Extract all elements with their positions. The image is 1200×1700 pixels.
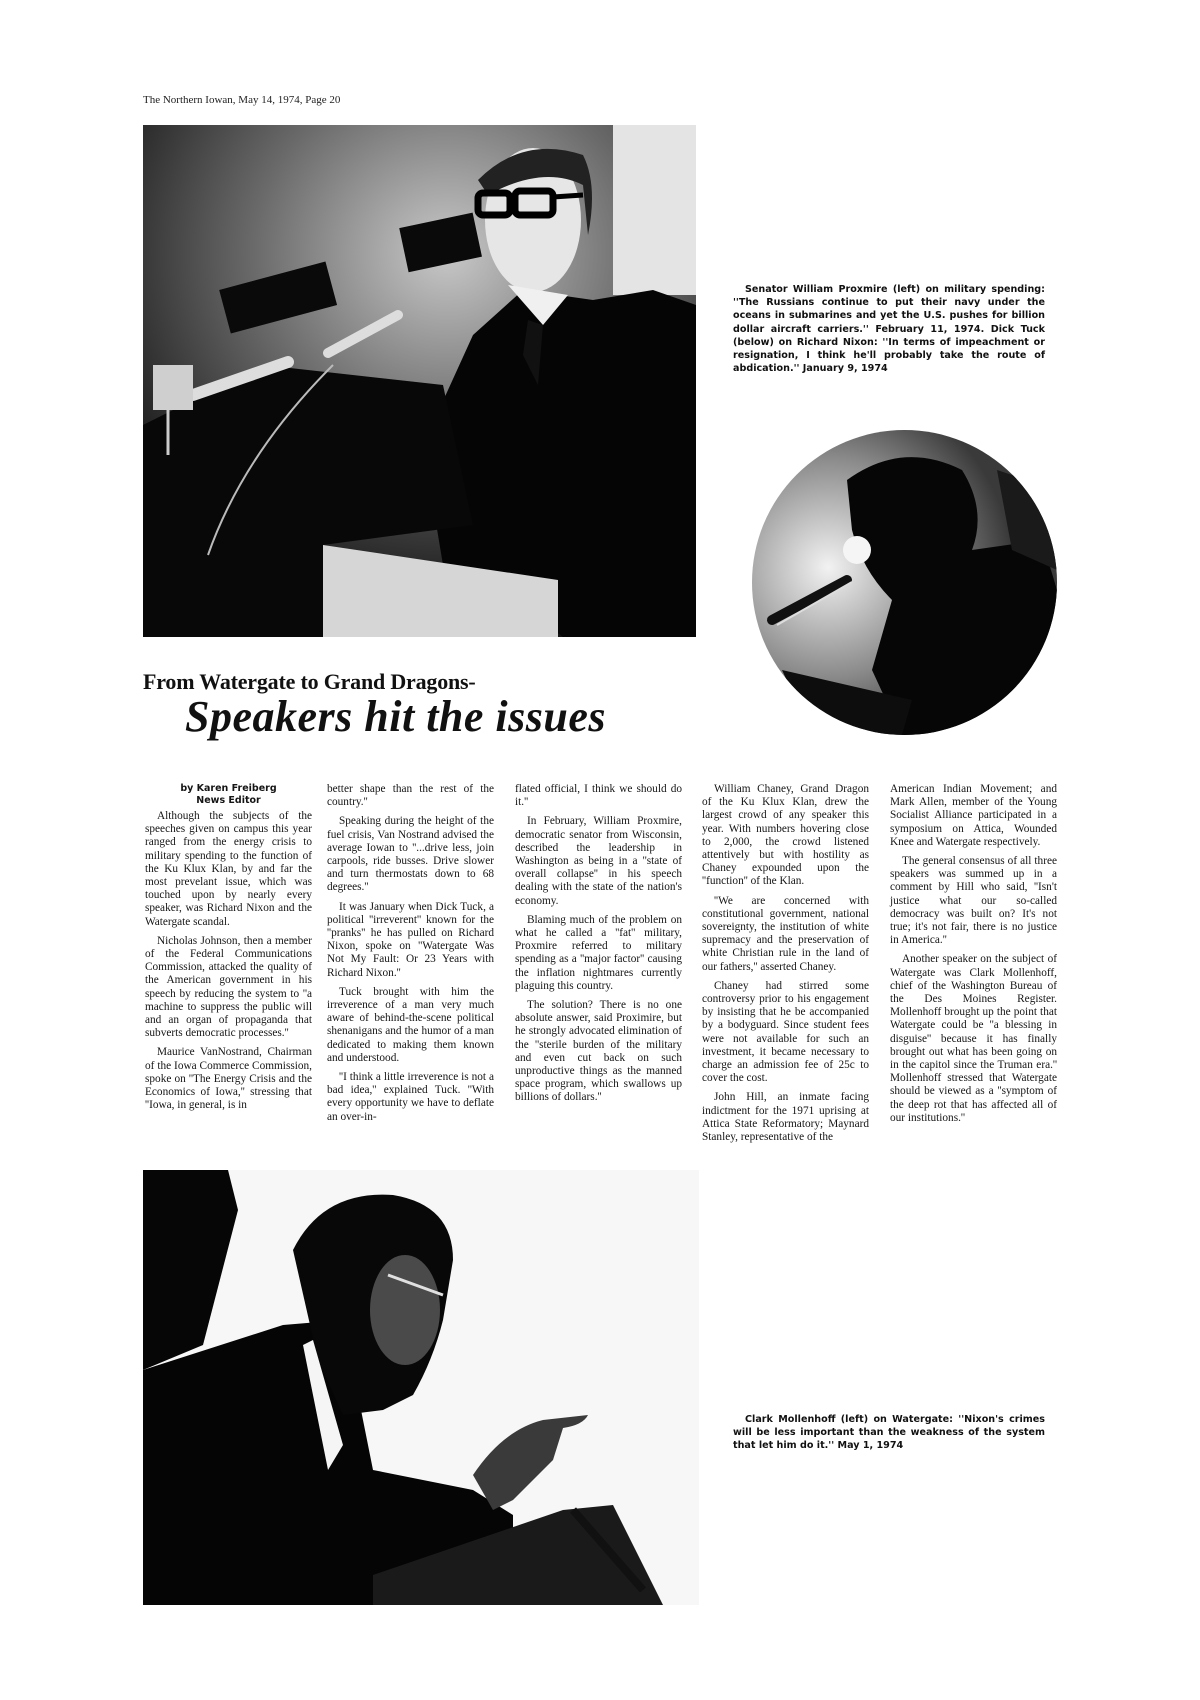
paragraph: Speaking during the height of the fuel crisis, Van Nostrand advised the average Iowan to ''...drive less, join carpools, ride busses. Drive slower and turn thermostats down to 68 degrees.'' [327, 815, 494, 894]
byline-title: News Editor [196, 795, 261, 806]
article-column-4 [702, 783, 869, 1150]
page-folio: The Northern Iowan, May 14, 1974, Page 20 [143, 94, 341, 106]
caption-text: Senator William Proxmire (left) on military spending: ''The Russians continue to put their navy under the oceans in submarines and yet the U.S. pushes for billion dollar aircraft carriers.'' February 11, 1974. Dick Tuck (below) on Richard Nixon: ''In terms of impeachment or resignation, I think he'll probably take the route of abdication.'' January 9, 1974 [733, 284, 1045, 375]
paragraph: Chaney had stirred some controversy prior to his engagement by insisting that he be accompanied by a bodyguard. Since student fees were not available for such an investment, it became necessary to charge an admission fee of 25c to cover the cost. [702, 979, 869, 1085]
article-column-5 [890, 783, 1057, 1131]
article-column-1 [145, 783, 312, 1118]
paragraph: Tuck brought with him the irreverence of a man very much aware of behind-the-scene political shenanigans and the humor of a man dedicated to making them known and understood. [327, 985, 494, 1064]
photo-dick-tuck-image [752, 430, 1057, 735]
photo-proxmire-image [143, 125, 696, 637]
caption-text: Clark Mollenhoff (left) on Watergate: ''Nixon's crimes will be less important than the weakness of the system that let him do it.'' May 1, 1974 [733, 1414, 1045, 1452]
paragraph: Another speaker on the subject of Watergate was Clark Mollenhoff, chief of the Washington Bureau of the Des Moines Register. Mollenhoff brought up the point that Watergate could be ''a blessing in disguise'' because it has finally brought out what has been going on in the capitol since the Truman era.'' Mollenhoff stressed that Watergate should be viewed as a ''symptom of the deep rot that has affected all of our institutions.'' [890, 953, 1057, 1124]
paragraph: The general consensus of all three speakers was summed up in a comment by Hill who said, ''Isn't justice what our so-called democracy was built on? It's not true; it's not fair, there is no justice in America.'' [890, 855, 1057, 947]
paragraph: Nicholas Johnson, then a member of the Federal Communications Commission, attacked the quality of the American government in his speech by reducing the system to ''a machine to suppress the public will and an organ of propaganda that subverts democratic processes.'' [145, 934, 312, 1040]
byline [145, 783, 312, 807]
paragraph: Blaming much of the problem on what he called a ''fat'' military, Proxmire referred to military spending as a ''major factor'' causing the inflation nightmares currently plaguing this country. [515, 913, 682, 992]
paragraph: John Hill, an inmate facing indictment for the 1971 uprising at Attica State Reformatory; Maynard Stanley, representative of the [702, 1091, 869, 1144]
photo-caption-mollenhoff [733, 1413, 1045, 1453]
headline-kicker: From Watergate to Grand Dragons- [143, 669, 476, 694]
paragraph: The solution? There is no one absolute answer, said Proximire, but he strongly advocated elimination of the ''sterile burden of the military and even cut back on such unproductive things as the manned space program, which swallows up billions of dollars.'' [515, 999, 682, 1104]
photo-dick-tuck [752, 430, 1057, 735]
paragraph-continuation: American Indian Movement; and Mark Allen, member of the Young Socialist Alliance participated in a symposium on Attica, Wounded Knee and Watergate respectively. [890, 783, 1057, 848]
paragraph-continuation: flated official, I think we should do it.'' [515, 783, 682, 809]
paragraph: In February, William Proxmire, democratic senator from Wisconsin, described the leadership in Washington as being in a ''state of overall collapse'' in his speech dealing with the state of the nation's economy. [515, 815, 682, 907]
photo-mollenhoff-image [143, 1170, 699, 1605]
paragraph-continuation: better shape than the rest of the country.'' [327, 783, 494, 809]
paragraph: ''We are concerned with constitutional government, national sovereignty, the institution of white supremacy and the preservation of white Christian rule in the land of our fathers,'' asserted Chaney. [702, 894, 869, 973]
article-column-3 [515, 783, 682, 1111]
paragraph: William Chaney, Grand Dragon of the Ku Klux Klan, drew the largest crowd of any speaker this year. With numbers hovering close to 2,000, the crowd listened attentively but with hostility as Chaney expounded upon the ''function'' of the Klan. [702, 783, 869, 888]
byline-author: by Karen Freiberg [180, 783, 277, 794]
article-column-2 [327, 783, 494, 1130]
photo-caption-proxmire-tuck [733, 283, 1045, 375]
paragraph: It was January when Dick Tuck, a political ''irreverent'' known for the ''pranks'' he has pulled on Richard Nixon, spoke on ''Watergate Was Not My Fault: Or 23 Years with Richard Nixon.'' [327, 900, 494, 979]
headline-main: Speakers hit the issues [185, 692, 607, 741]
photo-proxmire [143, 125, 696, 637]
paragraph: Maurice VanNostrand, Chairman of the Iowa Commerce Commission, spoke on ''The Energy Crisis and the Economics of Iowa,'' stressing that ''Iowa, in general, is in [145, 1046, 312, 1112]
paragraph: Although the subjects of the speeches given on campus this year ranged from the energy crisis to military spending to the function of the Ku Klux Klan, by and far the most prevelant issue, which was touched upon by nearly every speaker, was Richard Nixon and the Watergate scandal. [145, 810, 312, 928]
paragraph: ''I think a little irreverence is not a bad idea,'' explained Tuck. ''With every opportunity we have to deflate an over-in- [327, 1071, 494, 1123]
photo-mollenhoff [143, 1170, 699, 1605]
